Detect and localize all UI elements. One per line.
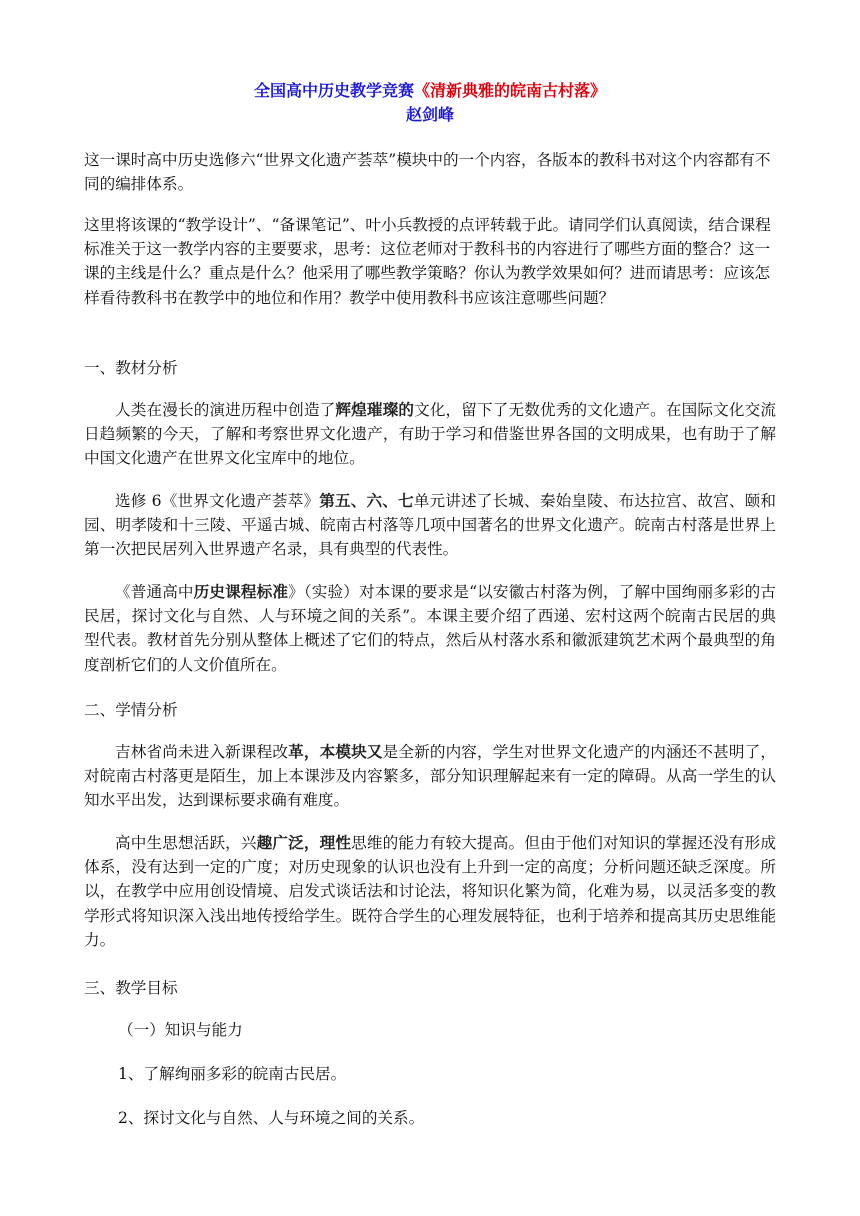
emphasis-text: 趣广泛，理性 (256, 833, 352, 852)
subheading-knowledge-ability: （一）知识与能力 (118, 1021, 243, 1039)
emphasis-text: 第五、六、七 (319, 491, 414, 510)
objective-item-2: 2、探讨文化与自然、人与环境之间的关系。 (118, 1109, 425, 1127)
student-analysis-paragraph-1 (84, 740, 776, 813)
intro-paragraph-1: 这一课时高中历史选修六“世界文化遗产荟萃”模块中的一个内容，各版本的教科书对这个内容都有不同的编排体系。 (84, 151, 771, 194)
text-run: 高中生思想活跃，兴 (115, 834, 257, 852)
text-run: 吉林省尚未进入新课程改 (115, 743, 289, 761)
emphasis-text: 革，本模块又 (288, 742, 383, 761)
textbook-analysis-paragraph-2 (84, 489, 776, 562)
intro-paragraph-2: 这里将该课的“教学设计”、“备课笔记”、叶小兵教授的点评转载于此。请同学们认真阅读，结合课程标准关于这一教学内容的主要要求，思考：这位老师对于教科书的内容进行了哪些方面的整合？这一课的主线是什么？重点是什么？他采用了哪些教学策略？你认为教学效果如何？进而请思考：应该怎样看待教科书在教学中的地位和作用？教学中使用教科书应该注意哪些问题？ (84, 216, 771, 307)
student-analysis-paragraph-2 (84, 831, 776, 952)
emphasis-text: 历史课程标准 (193, 582, 289, 601)
section-heading-teaching-objectives: 三、教学目标 (84, 979, 178, 997)
text-run: 单元讲述了长城、秦始皇陵、布达拉宫、故宫、颐和园、明孝陵和十三陵、平遥古城、皖南古村落等几项中国著名的世界文化遗产。皖南古村落是世界上第一次把民居列入世界遗产名录，具有典型的代表性。 (84, 492, 776, 559)
text-run: 文化，留下了无数优秀的文化遗产。在国际文化交流日趋频繁的今天，了解和考察世界文化遗产，有助于学习和借鉴世界各国的文明成果，也有助于了解中国文化遗产在世界文化宝库中的地位。 (84, 401, 776, 468)
title-main: 全国高中历史教学竞赛 (253, 81, 414, 100)
text-run: 《普通高中 (115, 583, 194, 601)
text-run: 人类在漫长的演进历程中创造了 (115, 401, 336, 419)
document-title (0, 79, 860, 103)
section-heading-textbook-analysis: 一、教材分析 (84, 359, 178, 377)
text-run: 选修 6《世界文化遗产荟萃》 (115, 492, 320, 510)
author-name: 赵剑峰 (405, 105, 454, 124)
textbook-analysis-paragraph-1 (84, 398, 776, 471)
text-run: 是全新的内容，学生对世界文化遗产的内涵还不甚明了，对皖南古村落更是陌生，加上本课涉及内容繁多，部分知识理解起来有一定的障碍。从高一学生的认知水平出发，达到课标要求确有难度。 (84, 743, 776, 810)
objective-item-1: 1、了解绚丽多彩的皖南古民居。 (118, 1065, 347, 1083)
text-run: 思维的能力有较大提高。但由于他们对知识的掌握还没有形成体系，没有达到一定的广度；对历史现象的认识也没有上升到一定的高度；分析问题还缺乏深度。所以，在教学中应用创设情境、启发式谈话法和讨论法，将知识化繁为简，化难为易，以灵活多变的教学形式将知识深入浅出地传授给学生。既符合学生的心理发展特征，也利于培养和提高其历史思维能力。 (84, 834, 776, 949)
textbook-analysis-paragraph-3 (84, 580, 776, 677)
emphasis-text: 辉煌璀璨的 (335, 400, 415, 419)
text-run: 》（实验）对本课的要求是“以安徽古村落为例，了解中国绚丽多彩的古民居，探讨文化与自然、人与环境之间的关系”。本课主要介绍了西递、宏村这两个皖南古民居的典型代表。教材首先分别从整体上概述了它们的特点，然后从村落水系和徽派建筑艺术两个最典型的角度剖析它们的人文价值所在。 (84, 583, 776, 674)
title-book-name: 《清新典雅的皖南古村落》 (414, 81, 607, 100)
section-heading-student-analysis: 二、学情分析 (84, 701, 178, 719)
